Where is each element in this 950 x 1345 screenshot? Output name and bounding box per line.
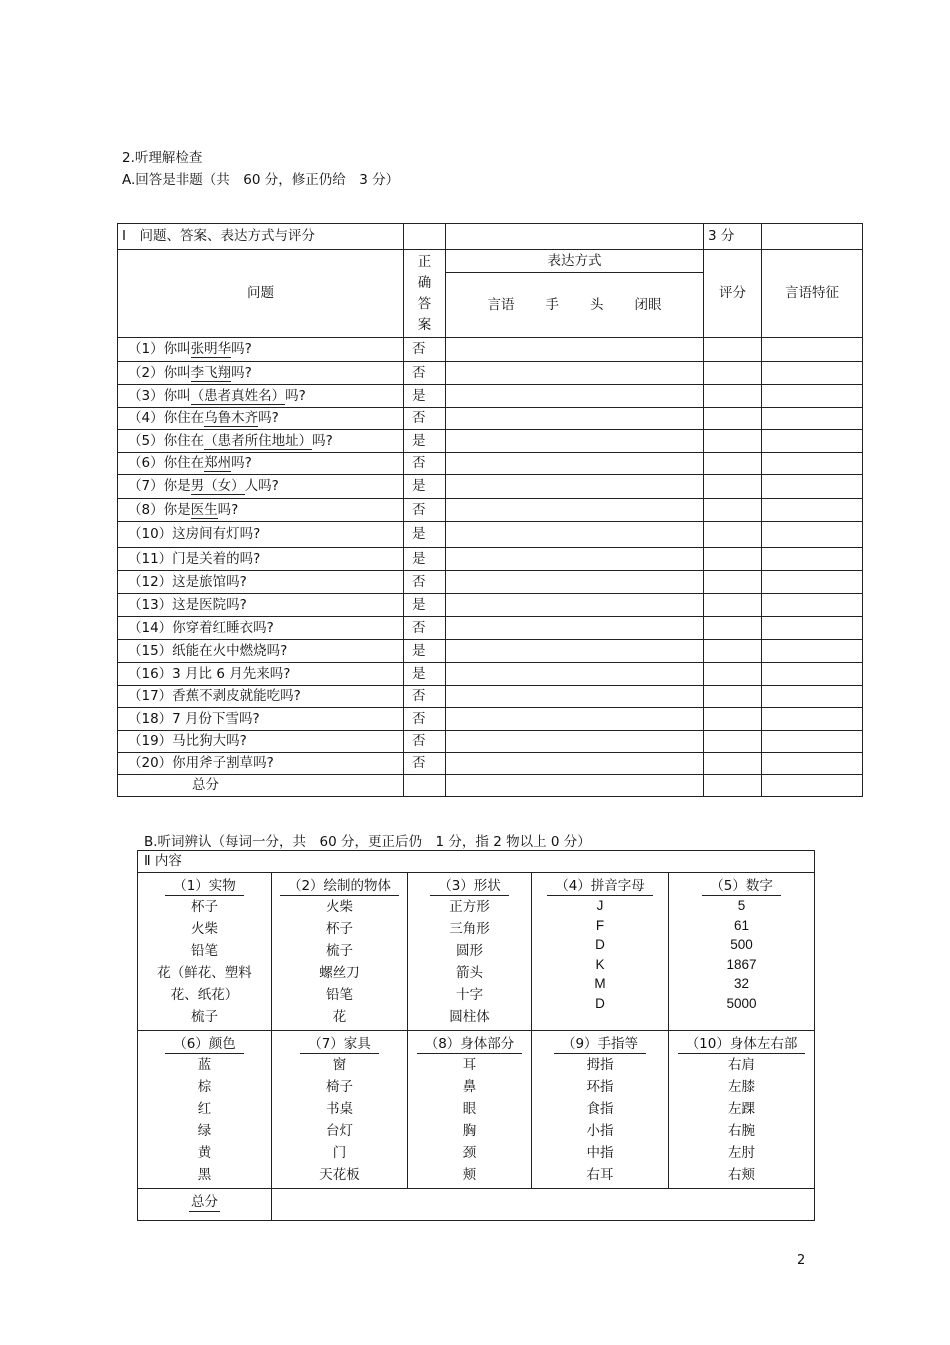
correct-answer: 否 xyxy=(404,408,446,430)
category-item: F xyxy=(595,917,605,933)
correct-answer: 是 xyxy=(404,522,446,548)
mode-hand: 手 xyxy=(545,296,559,313)
expression-modes xyxy=(446,273,704,338)
category-title: （3）形状 xyxy=(430,877,509,896)
speech-features-cell xyxy=(762,640,863,663)
score-cell xyxy=(704,453,762,475)
question-column-header: 问题 xyxy=(118,250,404,338)
table2-total-row xyxy=(138,1189,815,1221)
table1-header-row xyxy=(118,224,863,250)
category-title: （2）绘制的物体 xyxy=(280,877,399,896)
category-item: D xyxy=(595,937,605,952)
table1-total-label: 总分 xyxy=(118,775,404,797)
score-cell xyxy=(704,686,762,708)
correct-answer: 否 xyxy=(404,453,446,475)
part-a-title: A.回答是非题（共 60 分，修正仍给 3 分） xyxy=(122,172,400,188)
question-text: （4）你住在乌鲁木齐吗? xyxy=(118,408,404,430)
category-column xyxy=(669,1031,815,1189)
category-item: 5 xyxy=(737,898,746,913)
score-cell xyxy=(704,338,762,362)
category-item: 窗 xyxy=(332,1057,347,1073)
category-group-2 xyxy=(138,1031,815,1189)
category-item: 5000 xyxy=(726,995,757,1011)
category-item: 颈 xyxy=(462,1145,477,1161)
speech-features-cell xyxy=(762,594,863,617)
expression-mode-cell xyxy=(446,753,704,775)
expression-mode-cell xyxy=(446,385,704,408)
page-number: 2 xyxy=(797,1253,806,1268)
expression-mode-cell xyxy=(446,499,704,522)
expression-mode-cell xyxy=(446,686,704,708)
category-item: 书桌 xyxy=(326,1101,353,1117)
category-title: （1）实物 xyxy=(165,877,244,896)
category-item: K xyxy=(595,956,605,972)
table2-title: Ⅱ 内容 xyxy=(138,851,815,873)
speech-features-cell xyxy=(762,753,863,775)
category-item: 左膝 xyxy=(728,1079,756,1095)
score-cell xyxy=(704,522,762,548)
category-item: 右颊 xyxy=(728,1167,756,1183)
question-text: （14）你穿着红睡衣吗? xyxy=(118,617,404,640)
category-item: 颊 xyxy=(462,1167,477,1183)
question-row xyxy=(118,571,863,594)
correct-answer: 否 xyxy=(404,753,446,775)
speech-features-cell xyxy=(762,499,863,522)
speech-features-cell xyxy=(762,708,863,731)
question-underlined-term: 男（女） xyxy=(190,478,245,495)
question-row xyxy=(118,640,863,663)
speech-features-cell xyxy=(762,731,863,753)
category-group-1 xyxy=(138,873,815,1031)
correct-answer: 是 xyxy=(404,594,446,617)
question-text: （13）这是医院吗? xyxy=(118,594,404,617)
expression-mode-header: 表达方式 xyxy=(446,250,704,273)
category-item: 小指 xyxy=(586,1123,614,1139)
category-item: 箭头 xyxy=(456,965,483,981)
category-item: 右肩 xyxy=(728,1057,756,1073)
category-item: 中指 xyxy=(586,1145,614,1161)
expression-mode-cell xyxy=(446,663,704,686)
category-column xyxy=(532,1031,669,1189)
category-item: 杯子 xyxy=(191,899,218,915)
table2-total-label: 总分 xyxy=(191,1194,218,1210)
question-underlined-term: 医生 xyxy=(190,501,218,518)
score-cell xyxy=(704,753,762,775)
score-cell xyxy=(704,385,762,408)
category-item: D xyxy=(595,995,605,1011)
category-item: 32 xyxy=(734,976,750,991)
correct-answer: 否 xyxy=(404,499,446,522)
category-item: 火柴 xyxy=(191,921,218,937)
category-item: 胸 xyxy=(462,1123,477,1139)
score-cell xyxy=(704,475,762,499)
correct-answer: 否 xyxy=(404,686,446,708)
question-row xyxy=(118,753,863,775)
score-cell xyxy=(704,640,762,663)
category-title: （7）家具 xyxy=(300,1035,379,1054)
category-item: 火柴 xyxy=(326,899,353,915)
question-row xyxy=(118,617,863,640)
question-row xyxy=(118,594,863,617)
expression-mode-cell xyxy=(446,408,704,430)
expression-mode-cell xyxy=(446,475,704,499)
points-label: 3 分 xyxy=(704,224,762,250)
speech-features-cell xyxy=(762,522,863,548)
expression-mode-cell xyxy=(446,640,704,663)
table1-column-header-row xyxy=(118,250,863,273)
speech-features-cell xyxy=(762,617,863,640)
part-b-title: B.听词辨认（每词一分，共 60 分，更正后仍 1 分，指 2 物以上 0 分） xyxy=(144,834,591,850)
category-column xyxy=(138,873,272,1031)
question-row xyxy=(118,663,863,686)
question-row xyxy=(118,338,863,362)
category-item: 右耳 xyxy=(586,1167,614,1183)
table1-title: Ⅰ 问题、答案、表达方式与评分 xyxy=(118,224,404,250)
correct-answer: 是 xyxy=(404,640,446,663)
category-column xyxy=(272,873,408,1031)
category-item: 梳子 xyxy=(191,1009,218,1025)
category-item: 耳 xyxy=(462,1057,477,1073)
category-item: 黑 xyxy=(197,1167,212,1183)
expression-mode-cell xyxy=(446,594,704,617)
category-column xyxy=(669,873,815,1031)
question-text: （2）你叫李飞翔吗? xyxy=(118,362,404,385)
category-title: （9）手指等 xyxy=(554,1035,646,1054)
score-cell xyxy=(704,663,762,686)
category-item: M xyxy=(594,976,606,991)
question-underlined-term: （患者所住地址） xyxy=(204,432,313,449)
question-row xyxy=(118,385,863,408)
speech-features-cell xyxy=(762,362,863,385)
correct-answer: 是 xyxy=(404,475,446,499)
question-row xyxy=(118,731,863,753)
category-item: 绿 xyxy=(197,1123,212,1139)
category-item: 螺丝刀 xyxy=(319,965,360,981)
category-item: 蓝 xyxy=(197,1057,212,1073)
mode-eyes-closed: 闭眼 xyxy=(634,296,662,313)
speech-features-cell xyxy=(762,430,863,453)
question-row xyxy=(118,453,863,475)
question-rows xyxy=(118,338,863,775)
category-item: 铅笔 xyxy=(191,943,218,959)
speech-features-cell xyxy=(762,571,863,594)
yes-no-questions-table xyxy=(117,223,863,797)
question-row xyxy=(118,408,863,430)
category-column xyxy=(272,1031,408,1189)
score-column-header: 评分 xyxy=(704,250,762,338)
score-cell xyxy=(704,731,762,753)
category-item: 十字 xyxy=(456,987,483,1003)
score-cell xyxy=(704,594,762,617)
question-row xyxy=(118,548,863,571)
question-text: （7）你是男（女）人吗? xyxy=(118,475,404,499)
table1-total-row xyxy=(118,775,863,797)
category-item: 500 xyxy=(730,937,753,952)
expression-mode-cell xyxy=(446,571,704,594)
speech-features-column-header: 言语特征 xyxy=(762,250,863,338)
score-cell xyxy=(704,362,762,385)
category-column xyxy=(408,873,532,1031)
category-item: 红 xyxy=(197,1101,212,1117)
question-text: （6）你住在郑州吗? xyxy=(118,453,404,475)
correct-answer: 是 xyxy=(404,385,446,408)
mode-speech: 言语 xyxy=(487,296,515,313)
correct-answer: 是 xyxy=(404,430,446,453)
correct-answer: 是 xyxy=(404,663,446,686)
category-column xyxy=(138,1031,272,1189)
category-item: J xyxy=(596,898,604,913)
category-item: 右腕 xyxy=(728,1123,756,1139)
correct-answer: 是 xyxy=(404,548,446,571)
question-text: （5）你住在（患者所住地址）吗? xyxy=(118,430,404,453)
category-item: 棕 xyxy=(197,1079,212,1095)
speech-features-cell xyxy=(762,338,863,362)
question-row xyxy=(118,475,863,499)
score-cell xyxy=(704,571,762,594)
category-column xyxy=(532,873,669,1031)
category-title: （8）身体部分 xyxy=(417,1035,523,1054)
question-text: （16）3 月比 6 月先来吗? xyxy=(118,663,404,686)
category-item: 1867 xyxy=(726,956,757,972)
correct-answer-column-header: 正 确 答 案 xyxy=(404,250,446,338)
question-text: （15）纸能在火中燃烧吗? xyxy=(118,640,404,663)
category-item: 鼻 xyxy=(462,1079,477,1095)
correct-answer: 否 xyxy=(404,571,446,594)
correct-answer: 否 xyxy=(404,708,446,731)
category-title: （10）身体左右部 xyxy=(678,1035,806,1054)
speech-features-cell xyxy=(762,408,863,430)
speech-features-cell xyxy=(762,548,863,571)
table2-header-row xyxy=(138,851,815,873)
question-text: （12）这是旅馆吗? xyxy=(118,571,404,594)
expression-mode-cell xyxy=(446,708,704,731)
category-item: 眼 xyxy=(462,1101,477,1117)
speech-features-cell xyxy=(762,453,863,475)
speech-features-cell xyxy=(762,385,863,408)
category-item: 拇指 xyxy=(586,1057,614,1073)
category-item: 杯子 xyxy=(326,921,353,937)
question-row xyxy=(118,362,863,385)
category-item: 花、纸花） xyxy=(170,987,239,1003)
expression-mode-cell xyxy=(446,548,704,571)
category-item: 椅子 xyxy=(326,1079,353,1095)
section-title: 2.听理解检查 xyxy=(122,150,203,166)
expression-mode-cell xyxy=(446,453,704,475)
expression-mode-cell xyxy=(446,430,704,453)
question-text: （11）门是关着的吗? xyxy=(118,548,404,571)
expression-mode-cell xyxy=(446,522,704,548)
category-item: 花（鲜花、塑料 xyxy=(157,965,252,981)
score-cell xyxy=(704,430,762,453)
question-text: （1）你叫张明华吗? xyxy=(118,338,404,362)
question-underlined-term: （患者真姓名） xyxy=(190,387,286,404)
category-title: （4）拼音字母 xyxy=(547,877,653,896)
question-underlined-term: 李飞翔 xyxy=(190,364,232,381)
correct-answer: 否 xyxy=(404,617,446,640)
expression-mode-cell xyxy=(446,731,704,753)
category-item: 61 xyxy=(734,917,750,933)
category-item: 门 xyxy=(332,1145,347,1161)
category-item: 圆形 xyxy=(456,943,483,959)
speech-features-cell xyxy=(762,686,863,708)
word-recognition-table xyxy=(137,850,815,1221)
question-row xyxy=(118,522,863,548)
category-item: 正方形 xyxy=(449,899,490,915)
question-underlined-term: 乌鲁木齐 xyxy=(204,410,259,427)
expression-mode-cell xyxy=(446,362,704,385)
score-cell xyxy=(704,548,762,571)
speech-features-cell xyxy=(762,475,863,499)
category-title: （5）数字 xyxy=(702,877,781,896)
category-item: 左肘 xyxy=(728,1145,756,1161)
expression-mode-cell xyxy=(446,617,704,640)
question-text: （10）这房间有灯吗? xyxy=(118,522,404,548)
question-text: （17）香蕉不剥皮就能吃吗? xyxy=(118,686,404,708)
category-title: （6）颜色 xyxy=(165,1035,244,1054)
expression-mode-cell xyxy=(446,338,704,362)
speech-features-cell xyxy=(762,663,863,686)
score-cell xyxy=(704,408,762,430)
question-underlined-term: 郑州 xyxy=(204,455,232,472)
question-row xyxy=(118,686,863,708)
category-item: 环指 xyxy=(586,1079,614,1095)
question-text: （18）7 月份下雪吗? xyxy=(118,708,404,731)
category-item: 食指 xyxy=(586,1101,614,1117)
question-underlined-term: 张明华 xyxy=(190,341,232,358)
score-cell xyxy=(704,499,762,522)
correct-answer: 否 xyxy=(404,338,446,362)
category-item: 圆柱体 xyxy=(449,1009,490,1025)
category-item: 黄 xyxy=(197,1145,212,1161)
category-item: 梳子 xyxy=(326,943,353,959)
category-item: 铅笔 xyxy=(326,987,353,1003)
category-item: 花 xyxy=(332,1009,347,1025)
question-text: （20）你用斧子割草吗? xyxy=(118,753,404,775)
correct-answer: 否 xyxy=(404,362,446,385)
category-item: 左踝 xyxy=(728,1101,756,1117)
score-cell xyxy=(704,617,762,640)
question-text: （8）你是医生吗? xyxy=(118,499,404,522)
category-column xyxy=(408,1031,532,1189)
question-row xyxy=(118,708,863,731)
category-item: 台灯 xyxy=(326,1123,353,1139)
score-cell xyxy=(704,708,762,731)
question-text: （19）马比狗大吗? xyxy=(118,731,404,753)
correct-answer: 否 xyxy=(404,731,446,753)
question-row xyxy=(118,430,863,453)
category-item: 天花板 xyxy=(319,1167,360,1183)
question-text: （3）你叫（患者真姓名）吗? xyxy=(118,385,404,408)
question-row xyxy=(118,499,863,522)
mode-head: 头 xyxy=(590,296,604,313)
category-item: 三角形 xyxy=(449,921,490,937)
